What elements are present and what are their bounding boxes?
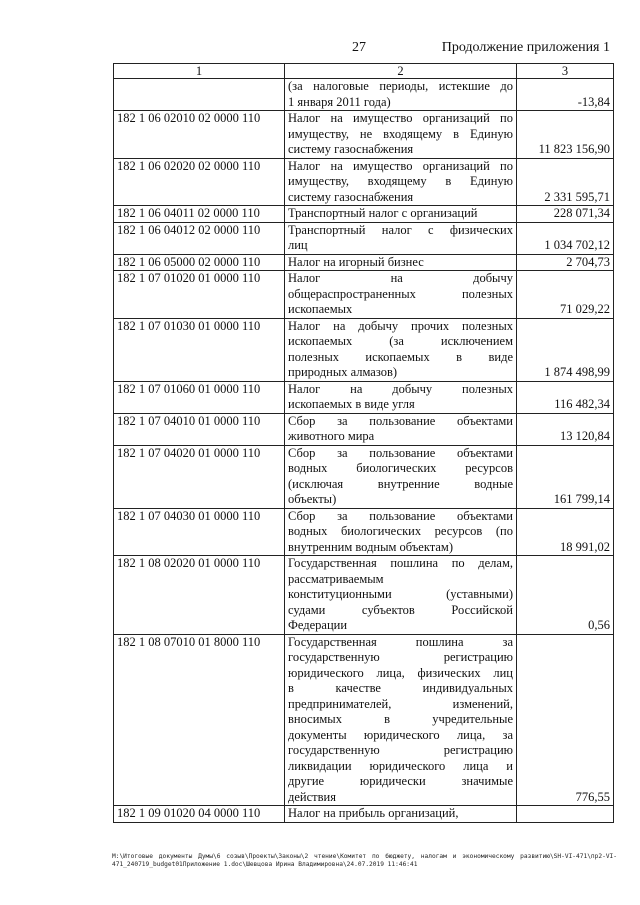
revenue-description [285, 508, 517, 556]
revenue-description [285, 381, 517, 413]
description-line: судами субъектов Российской [288, 602, 513, 617]
revenue-description [285, 79, 517, 111]
budget-code [114, 79, 285, 111]
description-line: Транспортный налог с физических [288, 222, 513, 237]
description-line: Налог на добычу прочих полезных [288, 318, 513, 333]
table-row [114, 634, 614, 806]
budget-code: 182 1 07 01020 01 0000 110 [114, 271, 285, 319]
budget-code: 182 1 07 04020 01 0000 110 [114, 445, 285, 508]
description-line: Сбор за пользование объектами [288, 508, 513, 523]
description-line: Налог на добычу полезных [288, 381, 513, 396]
description-line: 1 января 2011 года) [288, 94, 391, 109]
description-line: предпринимателей, изменений, [288, 696, 513, 711]
column-header: 2 [285, 64, 517, 79]
description-line: Государственная пошлина за [288, 634, 513, 649]
budget-code: 182 1 07 01060 01 0000 110 [114, 381, 285, 413]
description-line: юридического лица, физических лиц [288, 665, 513, 680]
description-line: (исключая внутренние водные [288, 476, 513, 491]
table-row [114, 445, 614, 508]
table-row [114, 508, 614, 556]
amount: 161 799,14 [517, 445, 614, 508]
description-line: государственную регистрацию [288, 743, 513, 757]
description-line: Налог на имущество организаций по [288, 158, 513, 173]
description-line: (за налоговые периоды, истекшие до [288, 79, 513, 93]
continuation-title: Продолжение приложения 1 [441, 40, 610, 55]
budget-code: 182 1 08 02020 01 0000 110 [114, 556, 285, 635]
amount: -13,84 [517, 79, 614, 111]
table-row [114, 79, 614, 111]
budget-code: 182 1 09 01020 04 0000 110 [114, 806, 285, 823]
description-line: Федерации [288, 618, 348, 632]
table-row [114, 413, 614, 445]
description-line: внутренним водным объектам) [288, 539, 454, 554]
description-line: документы юридического лица, за [288, 727, 513, 742]
table-row [114, 271, 614, 319]
revenue-description [285, 271, 517, 319]
description-line: другие юридически значимые [288, 774, 513, 788]
table-row [114, 206, 614, 223]
budget-code: 182 1 08 07010 01 8000 110 [114, 634, 285, 806]
description-line: Государственная пошлина по делам, [288, 556, 513, 570]
description-line: водных биологических ресурсов (по [288, 524, 513, 538]
description-line: Налог на прибыль организаций, [288, 806, 459, 820]
description-line: общераспространенных полезных [288, 286, 513, 301]
description-line: вносимых в учредительные [288, 712, 513, 726]
description-line: ископаемых (за исключением [288, 334, 513, 348]
budget-code: 182 1 07 01030 01 0000 110 [114, 318, 285, 381]
description-line: имуществу, входящему в Единую [288, 174, 513, 188]
budget-code: 182 1 06 04012 02 0000 110 [114, 222, 285, 254]
description-line: Сбор за пользование объектами [288, 445, 513, 460]
description-line: объекты) [288, 492, 337, 506]
column-header: 1 [114, 64, 285, 79]
amount: 11 823 156,90 [517, 111, 614, 159]
description-line: Налог на имущество организаций по [288, 111, 513, 125]
column-header: 3 [517, 64, 614, 79]
amount: 0,56 [517, 556, 614, 635]
file-path-footer: M:\Итоговые документы Думы\6 созыв\Проекты\Законы\2 чтение\Комитет по бюджету, налогам и экономическому развитию\SH-VI-471\пр2-VI-471_240719_budget01Приложение 1.doc\Шевцова Ирина Владимировна\24.07.2019 11:46:41 [112, 853, 617, 868]
description-line: государственную регистрацию [288, 650, 513, 664]
description-line: систему газоснабжения [288, 142, 414, 156]
budget-code: 182 1 07 04010 01 0000 110 [114, 413, 285, 445]
description-line: ископаемых [288, 302, 353, 316]
description-line: имуществу, не входящему в Единую [288, 126, 513, 141]
description-line: Сбор за пользование объектами [288, 413, 513, 428]
revenue-description [285, 222, 517, 254]
table-row [114, 556, 614, 635]
budget-code: 182 1 06 02010 02 0000 110 [114, 111, 285, 159]
revenue-description [285, 111, 517, 159]
description-line: водных биологических ресурсов [288, 461, 513, 475]
page-number: 27 [352, 40, 366, 55]
amount: 1 034 702,12 [517, 222, 614, 254]
description-line: природных алмазов) [288, 365, 398, 379]
description-line: действия [288, 789, 336, 804]
budget-code: 182 1 06 02020 02 0000 110 [114, 158, 285, 206]
revenue-description [285, 318, 517, 381]
revenue-description [285, 556, 517, 635]
revenue-description [285, 634, 517, 806]
description-line: систему газоснабжения [288, 189, 414, 204]
budget-code: 182 1 06 04011 02 0000 110 [114, 206, 285, 223]
revenue-description [285, 806, 517, 823]
table-row [114, 158, 614, 206]
table-header-row [114, 64, 614, 79]
budget-code: 182 1 07 04030 01 0000 110 [114, 508, 285, 556]
description-line: конституционными (уставными) [288, 587, 513, 601]
amount: 116 482,34 [517, 381, 614, 413]
revenue-description [285, 445, 517, 508]
amount: 2 704,73 [517, 254, 614, 271]
revenue-description [285, 158, 517, 206]
description-line: рассматриваемым [288, 571, 384, 586]
amount: 776,55 [517, 634, 614, 806]
description-line: лиц [288, 238, 308, 252]
table-row [114, 222, 614, 254]
amount [517, 806, 614, 823]
table-row [114, 111, 614, 159]
page-header [0, 40, 640, 60]
amount: 1 874 498,99 [517, 318, 614, 381]
revenue-description [285, 206, 517, 223]
table-row [114, 381, 614, 413]
amount: 2 331 595,71 [517, 158, 614, 206]
table-row [114, 254, 614, 271]
amount: 71 029,22 [517, 271, 614, 319]
description-line: в качестве индивидуальных [288, 681, 513, 695]
description-line: Транспортный налог с организаций [288, 206, 478, 220]
description-line: полезных ископаемых в виде [288, 349, 513, 364]
description-line: ликвидации юридического лица и [288, 758, 513, 773]
description-line: Налог на игорный бизнес [288, 254, 424, 269]
amount: 13 120,84 [517, 413, 614, 445]
revenue-table [113, 63, 614, 823]
budget-code: 182 1 06 05000 02 0000 110 [114, 254, 285, 271]
table-row [114, 806, 614, 823]
amount: 18 991,02 [517, 508, 614, 556]
description-line: животного мира [288, 429, 375, 443]
description-line: Налог на добычу [288, 271, 513, 285]
revenue-description [285, 413, 517, 445]
description-line: ископаемых в виде угля [288, 397, 415, 411]
revenue-description [285, 254, 517, 271]
table-row [114, 318, 614, 381]
amount: 228 071,34 [517, 206, 614, 223]
